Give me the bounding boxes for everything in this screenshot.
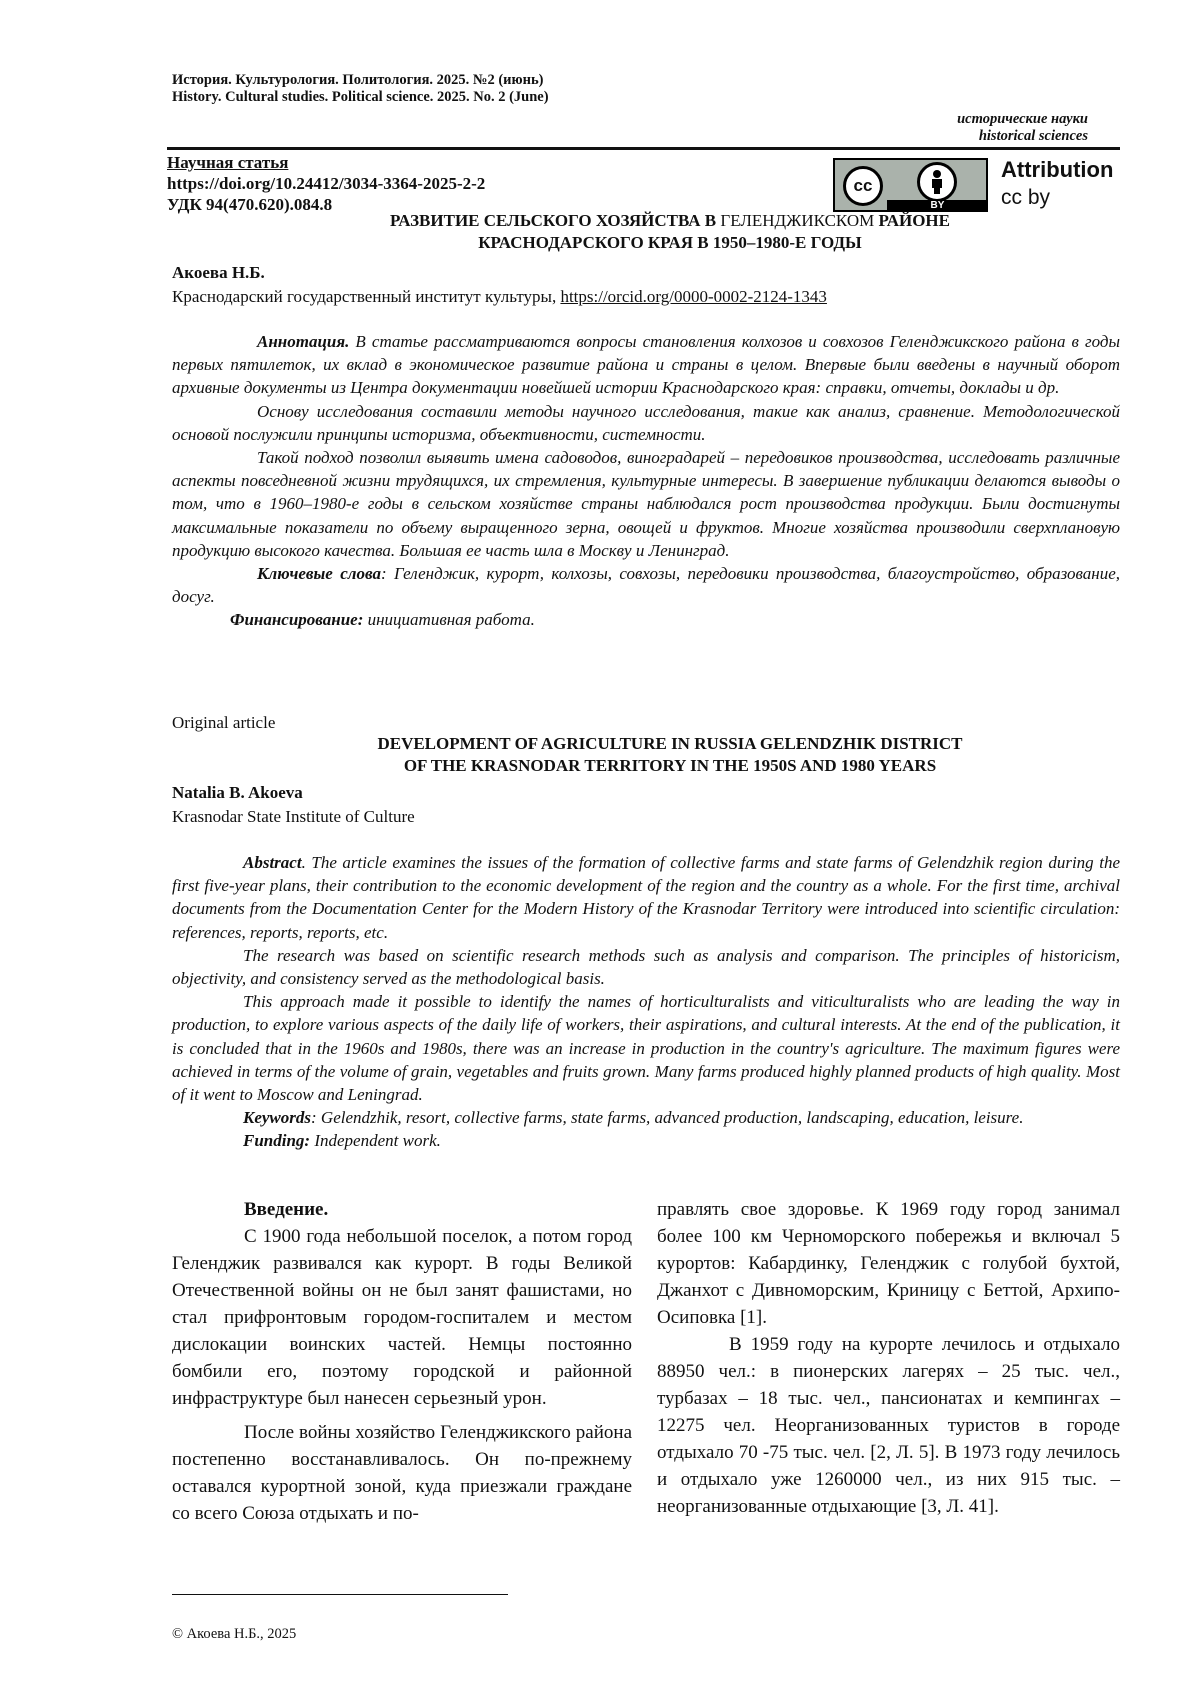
article-type-en: Original article [172, 713, 276, 732]
orcid-link[interactable]: https://orcid.org/0000-0002-2124-1343 [560, 287, 827, 306]
body-paragraph [172, 1419, 632, 1527]
intro-heading-text: Введение. [244, 1199, 329, 1220]
affiliation-ru-text: Краснодарский государственный институт культуры, [172, 287, 561, 306]
abstract-en-p2 [172, 944, 1120, 990]
body-right-p2-text: В 1959 году на курорте лечилось и отдыхало 88950 чел.: в пионерских лагерях – 25 тыс. чел., турбазах – 18 тыс. чел., пансионатах и кемпингах – 12275 чел. Неорганизованных туристов в городе отдыхало 70 -75 тыс. чел. [2, Л. 5]. В 1973 году лечилось и отдыхало уже 1260000 чел., из них 915 тыс. – неорганизованные отдыхающие [3, Л. 41]. [657, 1334, 1120, 1517]
abstract-ru-p2 [172, 400, 1120, 446]
abstract-en [172, 851, 1120, 1153]
keywords-en [172, 1106, 1120, 1129]
abstract-ru-p1-text: В статье рассматриваются вопросы становления колхозов и совхозов Геленджикского района в годы первых пятилеток, их вклад в экономическое развитие района и страны в целом. Впервые были введены в научный оборот архивные документы из Центра документации новейшей истории Краснодарского края: справки, отчеты, доклады и др. [172, 332, 1120, 398]
footnote-rule [172, 1594, 508, 1595]
intro-heading [172, 1196, 632, 1223]
author-ru: Акоева Н.Б. [172, 263, 265, 282]
title-en [280, 733, 1060, 777]
body-column-right [657, 1196, 1120, 1520]
category-en: historical sciences [978, 128, 1088, 144]
body-paragraph [657, 1331, 1120, 1520]
cc-by-logo [833, 158, 988, 212]
keywords-ru-text: : Геленджик, курорт, колхозы, совхозы, передовики производства, благоустройство, образование, досуг. [172, 564, 1121, 607]
journal-title-ru: История. Культурология. Политология. 2025. №2 (июнь) [172, 72, 544, 88]
abstract-ru-p2-text: Основу исследования составили методы научного исследования, такие как анализ, сравнение. Методологической основой послужили принципы историзма, объективности, системности. [172, 401, 1120, 444]
keywords-ru-label: Ключевые слова [257, 564, 381, 584]
abstract-ru-label: Аннотация. [257, 332, 350, 351]
abstract-en-p3-text: This approach made it possible to identify the names of horticulturalists and viticulturalists who are leading the way in production, to explore various aspects of the daily life of workers, their aspirations, and cultural interests. At the end of the publication, it is concluded that in the 1960s and 1980s, there was an increase in production in the country's agriculture. The maximum figures were achieved in terms of the volume of grain, vegetables and fruits grown. Many farms produced highly planned products of high quality. Most of it went to Moscow and Leningrad. [172, 992, 1120, 1105]
license-short: cc by [1001, 186, 1051, 209]
keywords-en-label: Keywords [243, 1108, 311, 1128]
header-rule [167, 147, 1120, 150]
abstract-en-label: Abstract [243, 853, 302, 872]
funding-en [172, 1129, 1120, 1152]
article-meta [167, 152, 485, 215]
running-header [172, 72, 549, 106]
by-bar: BY [887, 200, 988, 212]
abstract-en-p1 [172, 851, 1120, 944]
abstract-ru-p1 [172, 330, 1120, 400]
abstract-ru [172, 330, 1120, 632]
author-en: Natalia B. Akoeva [172, 783, 303, 802]
funding-en-text: Independent work. [310, 1131, 441, 1151]
article-type-ru: Научная статья [167, 153, 289, 172]
body-paragraph [657, 1196, 1120, 1331]
doi-link[interactable]: https://doi.org/10.24412/3034-3364-2025-2-2 [167, 174, 486, 193]
udc-code: УДК 94(470.620).084.8 [167, 195, 333, 214]
title-ru-part-b: ГЕЛЕНДЖИКСКОМ [720, 211, 875, 230]
cc-license-badge[interactable] [833, 158, 1116, 213]
license-attribution: Attribution [1001, 157, 1114, 182]
affiliation-en: Krasnodar State Institute of Culture [172, 807, 415, 826]
abstract-en-p3 [172, 990, 1120, 1106]
title-ru [280, 210, 1060, 254]
body-paragraph [172, 1223, 632, 1412]
funding-ru-label: Финансирование: [230, 610, 364, 630]
abstract-en-p1-text: . The article examines the issues of the formation of collective farms and state farms of Gelendzhik region during the first five-year plans, their contribution to the economic development of the region and the country as a whole. For the first time, archival documents from the Documentation Center for the Modern History of the Krasnodar Territory were introduced into scientific circulation: references, reports, reports, etc. [172, 853, 1120, 942]
category-ru: исторические науки [957, 111, 1088, 127]
person-icon [917, 162, 957, 202]
body-right-p1-text: правлять свое здоровье. К 1969 году город занимал более 100 км Черноморского побережья и включал 5 курортов: Кабардинку, Геленджик с голубой бухтой, Джанхот с Дивноморским, Криницу с Беттой, Архипо-Осиповка [1]. [657, 1199, 1120, 1328]
affiliation-ru [172, 286, 827, 307]
funding-ru [172, 608, 1120, 631]
copyright-notice: © Акоева Н.Б., 2025 [172, 1626, 297, 1642]
cc-icon: cc [843, 166, 883, 206]
keywords-en-text: : Gelendzhik, resort, collective farms, state farms, advanced production, landscaping, education, leisure. [311, 1108, 1024, 1128]
title-ru-part-a: РАЗВИТИЕ СЕЛЬСКОГО ХОЗЯЙСТВА В [390, 211, 721, 230]
abstract-en-p2-text: The research was based on scientific research methods such as analysis and comparison. The principles of historicism, objectivity, and consistency served as the methodological basis. [172, 945, 1120, 989]
person-glyph-icon [920, 165, 954, 199]
funding-ru-text: инициативная работа. [363, 610, 535, 630]
subject-category [957, 111, 1088, 145]
body-column-left [172, 1196, 632, 1527]
body-left-p2-text: После войны хозяйство Геленджикского района постепенно восстанавливалось. Он по-прежнему оставался курортной зоной, куда приезжали граждане со всего Союза отдыхать и по- [172, 1422, 632, 1524]
title-en-line2: OF THE KRASNODAR TERRITORY IN THE 1950S AND 1980 YEARS [403, 756, 937, 775]
journal-title-en: History. Cultural studies. Political science. 2025. No. 2 (June) [172, 89, 549, 105]
title-en-line1: DEVELOPMENT OF AGRICULTURE IN RUSSIA GELENDZHIK DISTRICT [377, 734, 963, 753]
abstract-ru-p3 [172, 446, 1120, 562]
title-ru-part-c: РАЙОНЕ [874, 211, 950, 230]
abstract-ru-p3-text: Такой подход позволил выявить имена садоводов, виноградарей – передовиков производства, исследовать различные аспекты повседневной жизни трудящихся, их стремления, культурные интересы. В завершение публикации делаются выводы о том, что в 1960–1980-е годы в сельском хозяйстве страны наблюдался рост производства продукции. Были достигнуты максимальные показатели по объему выращенного зерна, овощей и фруктов. Многие хозяйства производили сверхплановую продукцию высокого качества. Большая ее часть шла в Москву и Ленинград. [172, 448, 1120, 560]
funding-en-label: Funding: [243, 1131, 311, 1151]
keywords-ru [172, 562, 1120, 608]
body-left-p1-text: С 1900 года небольшой поселок, а потом город Геленджик развивался как курорт. В годы Великой Отечественной войны он не был занят фашистами, но стал прифронтовым городом-госпиталем и местом дислокации воинских частей. Немцы постоянно бомбили его, поэтому городской и районной инфраструктуре был нанесен серьезный урон. [172, 1226, 632, 1409]
title-ru-line2: КРАСНОДАРСКОГО КРАЯ В 1950–1980-Е ГОДЫ [478, 233, 862, 252]
title-ru-line1 [280, 210, 1060, 232]
